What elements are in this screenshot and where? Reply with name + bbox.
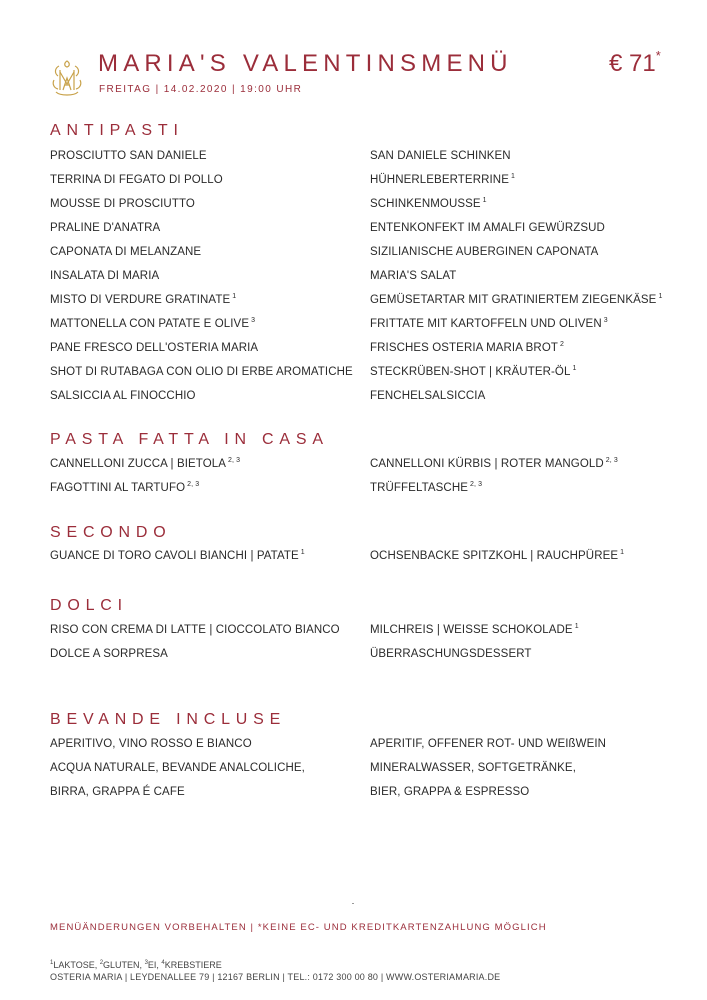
allergen-footnote: 2, 3 [187,481,200,488]
allergen-footnote: 1 [510,173,515,180]
allergen-legend [50,960,222,970]
allergen-footnote: 2, 3 [228,457,241,464]
menu-item-german [370,318,608,330]
menu-item-label: HÜHNERLEBERTERRINE [370,174,509,186]
allergen-footnote: 1 [574,623,579,630]
menu-item-italian [50,150,209,162]
menu-item-german [370,390,487,402]
menu-item-label: SCHINKENMOUSSE [370,198,481,210]
menu-item-italian [50,762,307,774]
menu-item-label: PROSCIUTTO SAN DANIELE [50,150,207,162]
menu-item-label: GUANCE DI TORO CAVOLI BIANCHI | PATATE [50,550,299,562]
menu-item-label: RISO CON CREMA DI LATTE | CIOCCOLATO BIANCO [50,624,340,636]
menu-item-label: CANNELLONI KÜRBIS | ROTER MANGOLD [370,458,604,470]
menu-item-label: STECKRÜBEN-SHOT | KRÄUTER-ÖL [370,366,571,378]
menu-item-label: MILCHREIS | WEISSE SCHOKOLADE [370,624,573,636]
menu-item-italian [50,366,355,378]
allergen-footnote: 2, 3 [605,457,618,464]
legend-sup-2: 2 [99,960,104,966]
menu-item-italian [50,294,236,306]
menu-item-label: ACQUA NATURALE, BEVANDE ANALCOLICHE, [50,762,305,774]
event-date-line: FREITAG | 14.02.2020 | 19:00 UHR [99,84,303,95]
menu-item-label: INSALATA DI MARIA [50,270,160,282]
allergen-footnote: 1 [572,365,577,372]
menu-item-italian [50,318,255,330]
menu-item-italian [50,482,199,494]
menu-item-german [370,648,534,660]
divider-dot [352,903,354,904]
menu-item-german [370,366,576,378]
allergen-footnote: 1 [300,549,305,556]
menu-item-german [370,222,607,234]
section-title-bevande: BEVANDE INCLUSE [50,711,287,728]
menu-item-label: MOUSSE DI PROSCIUTTO [50,198,195,210]
menu-item-label: ÜBERRASCHUNGSDESSERT [370,648,532,660]
menu-item-italian [50,550,305,562]
menu-item-label: BIRRA, GRAPPA É CAFE [50,786,185,798]
menu-item-label: MARIA'S SALAT [370,270,457,282]
menu-price [609,50,661,78]
menu-item-italian [50,342,260,354]
menu-item-label: TERRINA DI FEGATO DI POLLO [50,174,223,186]
menu-item-italian [50,198,197,210]
menu-item-label: BIER, GRAPPA & ESPRESSO [370,786,530,798]
menu-item-label: FAGOTTINI AL TARTUFO [50,482,186,494]
menu-item-german [370,198,487,210]
menu-item-label: SHOT DI RUTABAGA CON OLIO DI ERBE AROMATICHE [50,366,353,378]
menu-item-italian [50,390,198,402]
legend-text-2: GLUTEN, [103,960,145,970]
menu-item-label: FRITTATE MIT KARTOFFELN UND OLIVEN [370,318,602,330]
allergen-footnote: 2 [560,341,565,348]
menu-item-label: SALSICCIA AL FINOCCHIO [50,390,196,402]
menu-item-label: APERITIF, OFFENER ROT- UND WEIßWEIN [370,738,607,750]
menu-item-label: PANE FRESCO DELL'OSTERIA MARIA [50,342,259,354]
menu-item-italian [50,270,161,282]
allergen-footnote: 3 [603,317,608,324]
menu-item-german [370,174,515,186]
menu-item-german [370,786,531,798]
menu-item-german [370,270,458,282]
menu-item-label: CANNELLONI ZUCCA | BIETOLA [50,458,227,470]
menu-item-german [370,342,564,354]
menu-item-italian [50,624,342,636]
ornate-monogram-icon [50,58,84,98]
menu-item-label: SIZILIANISCHE AUBERGINEN CAPONATA [370,246,599,258]
menu-item-italian [50,246,203,258]
allergen-footnote: 1 [620,549,625,556]
allergen-footnote: 1 [482,197,487,204]
allergen-footnote: 1 [232,293,237,300]
menu-item-italian [50,458,240,470]
menu-item-german [370,624,579,636]
section-title-pasta: PASTA FATTA IN CASA [50,431,329,448]
restaurant-address: OSTERIA MARIA | LEYDENALLEE 79 | 12167 BERLIN | TEL.: 0172 300 00 80 | WWW.OSTERIAMARIA.DE [50,972,501,982]
legend-sup-1: 1 [50,960,54,966]
legend-sup-3: 3 [144,960,148,966]
menu-item-label: MINERALWASSER, SOFTGETRÄNKE, [370,762,576,774]
menu-item-german [370,738,608,750]
section-title-antipasti: ANTIPASTI [50,122,184,139]
legend-text-4: KREBSTIERE [164,960,222,970]
menu-item-label: TRÜFFELTASCHE [370,482,468,494]
menu-item-label: ENTENKONFEKT IM AMALFI GEWÜRZSUD [370,222,605,234]
menu-item-german [370,550,624,562]
allergen-footnote: 1 [658,293,663,300]
legend-text-1: LAKTOSE, [53,960,100,970]
menu-item-label: FRISCHES OSTERIA MARIA BROT [370,342,559,354]
menu-item-label: GEMÜSETARTAR MIT GRATINIERTEM ZIEGENKÄSE [370,294,657,306]
menu-item-italian [50,738,254,750]
legend-sup-4: 4 [161,960,165,966]
menu-item-german [370,482,482,494]
menu-item-german [370,246,600,258]
menu-item-label: DOLCE A SORPRESA [50,648,168,660]
section-title-dolci: DOLCI [50,597,128,614]
legend-text-3: EI, [147,960,162,970]
footer-note: MENÜÄNDERUNGEN VORBEHALTEN | *KEINE EC- UND KREDITKARTENZAHLUNG MÖGLICH [50,922,547,933]
menu-item-label: MATTONELLA CON PATATE E OLIVE [50,318,250,330]
menu-item-italian [50,174,225,186]
menu-item-label: SAN DANIELE SCHINKEN [370,150,511,162]
allergen-footnote: 3 [251,317,256,324]
section-title-secondo: SECONDO [50,524,172,541]
menu-item-label: MISTO DI VERDURE GRATINATE [50,294,231,306]
allergen-footnote: 2, 3 [470,481,483,488]
menu-item-label: CAPONATA DI MELANZANE [50,246,202,258]
menu-item-german [370,294,662,306]
menu-item-german [370,762,578,774]
menu-item-italian [50,648,170,660]
menu-item-german [370,150,513,162]
menu-item-label: OCHSENBACKE SPITZKOHL | RAUCHPÜREE [370,550,619,562]
price-value: € 71 [609,50,656,77]
menu-item-label: APERITIVO, VINO ROSSO E BIANCO [50,738,252,750]
menu-title: MARIA'S VALENTINSMENÜ [98,50,513,77]
menu-item-italian [50,786,187,798]
menu-item-italian [50,222,162,234]
menu-item-german [370,458,618,470]
price-asterisk: * [655,48,661,63]
menu-item-label: FENCHELSALSICCIA [370,390,486,402]
menu-item-label: PRALINE D'ANATRA [50,222,161,234]
